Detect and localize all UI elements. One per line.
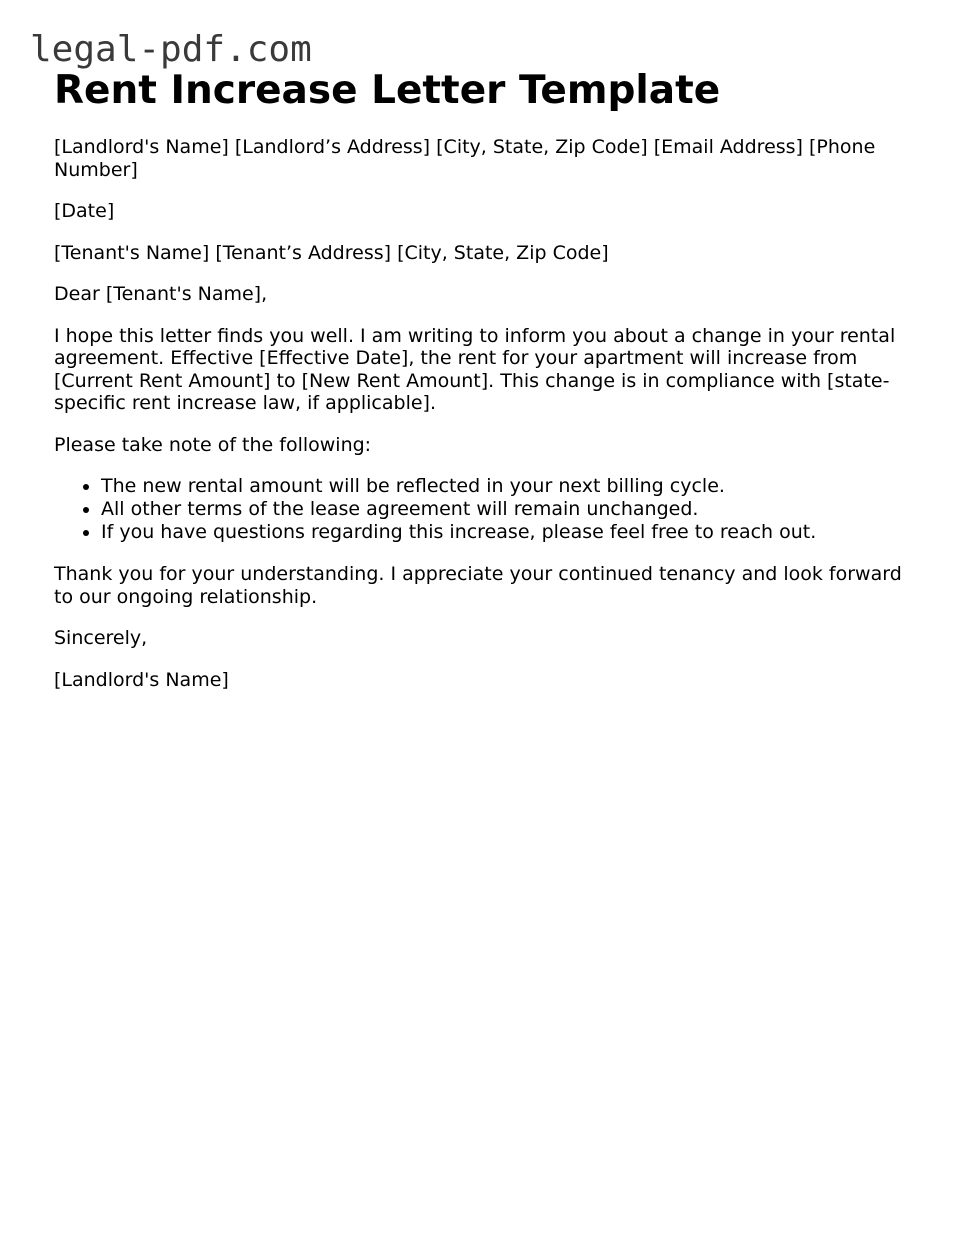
watermark-logo: legal-pdf.com [30,29,312,70]
list-item: • If you have questions regarding this increase, please feel free to reach out. [101,521,914,544]
list-item: • The new rental amount will be reflected in your next billing cycle. [101,475,914,498]
sign-off: Sincerely, [54,627,148,649]
list-item: • All other terms of the lease agreement will remain unchanged. [101,498,914,521]
tenant-header: [Tenant's Name] [Tenant’s Address] [City, State, Zip Code] [54,241,609,264]
document-page [54,68,914,710]
document-title: Rent Increase Letter Template [54,68,721,113]
signature: [Landlord's Name] [54,668,229,691]
intro-paragraph: I hope this letter finds you well. I am writing to inform you about a change in your rental agreement. Effective [Effective Date], the rent for your apartment will increase from [Current Rent Amount] to [New Rent Amount]. This change is in compliance with [state-specific rent increase law, if applicable]. [54,324,896,414]
letter-date: [Date] [54,200,115,222]
notes-list [54,475,914,544]
note-intro: Please take note of the following: [54,433,372,456]
salutation: Dear [Tenant's Name], [54,283,268,305]
closing-paragraph: Thank you for your understanding. I appreciate your continued tenancy and look forward to our ongoing relationship. [54,563,902,608]
landlord-header: [Landlord's Name] [Landlord’s Address] [City, State, Zip Code] [Email Address] [Phone Number] [54,136,876,181]
